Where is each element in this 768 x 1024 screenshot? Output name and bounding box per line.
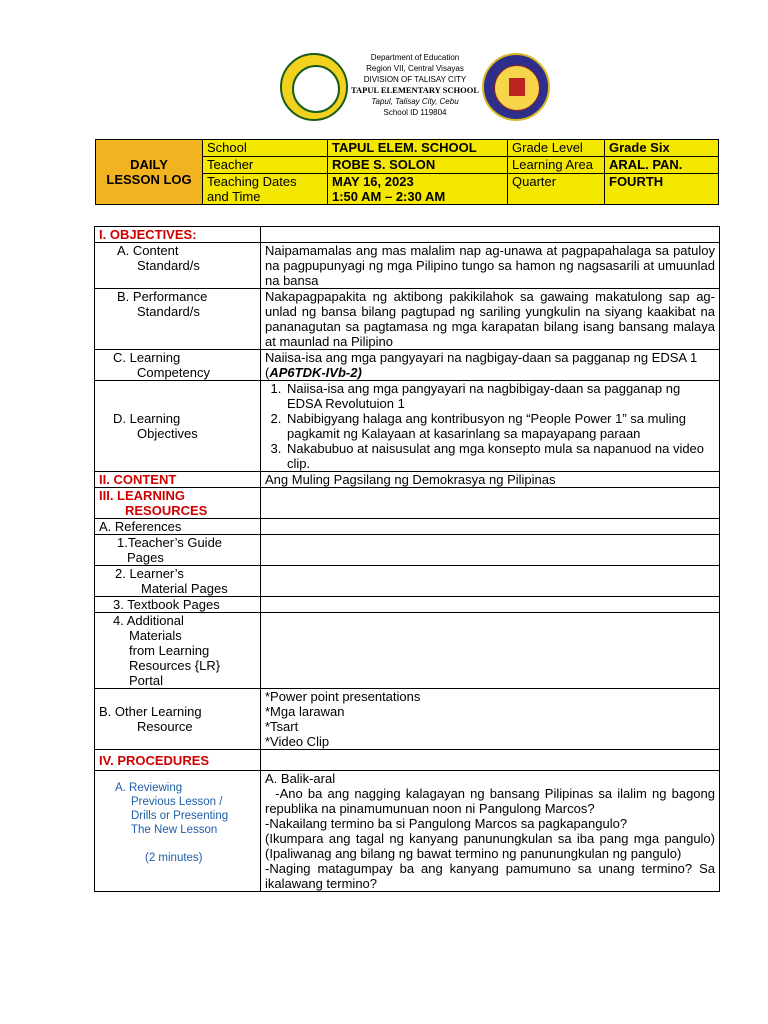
competency-text: Naiisa-isa ang mga pangyayari na nagbigay-daan sa pagganap ng EDSA 1 ( bbox=[265, 350, 698, 380]
competency-label-1: C. Learning bbox=[113, 350, 181, 365]
date-value: MAY 16, 2023 bbox=[332, 174, 414, 189]
header-text bbox=[344, 52, 486, 118]
resource-item: *Mga larawan bbox=[265, 704, 345, 719]
learning-competency-text bbox=[261, 350, 720, 381]
review-question-3: (Ikumpara ang tagal ng kanyang panunungkulan sa iba pang mga pangulo) (Ipaliwanag ang bilang ng bawat termino ng panunungkulan ng pangulo) bbox=[265, 831, 715, 861]
learning-area-label: Learning Area bbox=[508, 157, 605, 174]
deped-seal-logo bbox=[482, 53, 550, 121]
content-standard-label-1: A. Content bbox=[117, 243, 179, 258]
content-standard-text: Naipamamalas ang mas malalim nap ag-unawa at pagpapahalaga sa patuloy na pagpupunyagi ng mga Pilipino tungo sa hamon ng nagsasarili at umuunlad na bansa bbox=[261, 243, 720, 289]
am-label-1: 4. Additional bbox=[113, 613, 184, 628]
balik-aral-heading: A. Balik-aral bbox=[265, 771, 336, 786]
references-label: A. References bbox=[95, 519, 261, 535]
objective-item: 2. Nabibigyang halaga ang kontribusyon ng “People Power 1” sa muling pagkamit ng Kalayaan at kasarinlang sa mapayapang paraan bbox=[285, 411, 715, 441]
learning-objectives-list bbox=[265, 381, 715, 471]
teacher-value: ROBE S. SOLON bbox=[328, 157, 508, 174]
review-question-2: -Nakailang termino ba si Pangulong Marcos sa pagkapangulo? bbox=[265, 816, 628, 831]
review-label-3: Drills or Presenting bbox=[131, 810, 229, 822]
competency-code: AP6TDK-IVb-2) bbox=[269, 365, 362, 380]
textbook-pages-blank bbox=[261, 597, 720, 613]
am-label-3: from Learning bbox=[129, 643, 210, 658]
content-standard-label bbox=[95, 243, 261, 289]
objective-item: 1. Naiisa-isa ang mga pangyayari na nagbibigay-daan sa pagganap ng EDSA Revolutuion 1 bbox=[285, 381, 715, 411]
quarter-label: Quarter bbox=[508, 174, 605, 205]
learners-material-blank bbox=[261, 566, 720, 597]
learning-resources-heading bbox=[95, 488, 261, 519]
header-line-3: DIVISION OF TALISAY CITY bbox=[363, 75, 467, 84]
objectives-blank bbox=[261, 227, 720, 243]
learning-area-value: ARAL. PAN. bbox=[605, 157, 719, 174]
school-label: School bbox=[203, 140, 328, 157]
resource-item: *Power point presentations bbox=[265, 689, 421, 704]
grade-level-label: Grade Level bbox=[508, 140, 605, 157]
teaching-dates-value bbox=[328, 174, 508, 205]
quarter-value: FOURTH bbox=[605, 174, 719, 205]
other-label-2: Resource bbox=[137, 719, 193, 734]
review-duration: (2 minutes) bbox=[145, 852, 203, 864]
time-value: 1:50 AM – 2:30 AM bbox=[332, 189, 446, 204]
content-standard-label-2: Standard/s bbox=[137, 258, 200, 273]
competency-label-2: Competency bbox=[137, 365, 210, 380]
title-line-1: DAILY bbox=[130, 157, 168, 172]
grade-level-value: Grade Six bbox=[605, 140, 719, 157]
textbook-pages-label: 3. Textbook Pages bbox=[95, 597, 261, 613]
objective-item: 3. Nakabubuo at naisusulat ang mga konsepto mula sa napanuod na video clip. bbox=[285, 441, 715, 471]
review-question-1: -Ano ba ang nagging kalagayan ng bansang Pilipinas sa ilalim ng bagong republika na pinamumunuan noon ni Pangulong Marcos? bbox=[265, 786, 719, 816]
tg-label-2: Pages bbox=[127, 550, 164, 565]
header-line-6: School ID 119804 bbox=[383, 108, 447, 117]
procedures-heading: IV. PROCEDURES bbox=[95, 750, 261, 771]
performance-label-2: Standard/s bbox=[137, 304, 200, 319]
lm-label-1: 2. Learner’s bbox=[115, 566, 184, 581]
learning-competency-label bbox=[95, 350, 261, 381]
learners-material-label bbox=[95, 566, 261, 597]
lo-label-1: D. Learning bbox=[113, 411, 181, 426]
review-label-2: Previous Lesson / bbox=[131, 796, 223, 808]
other-label-1: B. Other Learning bbox=[99, 704, 202, 719]
am-label-2: Materials bbox=[129, 628, 182, 643]
performance-standard-text: Nakapagpapakita ng aktibong pakikilahok sa gawaing makatulong sap ag-unlad ng bansa bilang pagtupad ng sariling yungkulin na siyang kaakibat na pananagutan sa pagtamasa ng mga karapatan bilang isang bansang malaya at maunlad na Pilipino bbox=[261, 289, 720, 350]
dates-label-2: and Time bbox=[207, 189, 261, 204]
am-label-4: Resources {LR} bbox=[129, 658, 221, 673]
additional-materials-label bbox=[95, 613, 261, 689]
content-text: Ang Muling Pagsilang ng Demokrasya ng Pilipinas bbox=[261, 472, 720, 488]
performance-standard-label bbox=[95, 289, 261, 350]
procedures-blank bbox=[261, 750, 720, 771]
title-line-2: LESSON LOG bbox=[106, 172, 192, 187]
teaching-dates-label bbox=[203, 174, 328, 205]
additional-materials-blank bbox=[261, 613, 720, 689]
school-header bbox=[280, 50, 550, 125]
lm-label-2: Material Pages bbox=[141, 581, 228, 596]
resource-item: *Tsart bbox=[265, 719, 299, 734]
review-question-4: -Naging matagumpay ba ang kanyang pamumuno sa unang termino? Sa ikalawang termino? bbox=[265, 861, 715, 891]
am-label-5: Portal bbox=[129, 673, 163, 688]
dates-label-1: Teaching Dates bbox=[207, 174, 297, 189]
teachers-guide-label bbox=[95, 535, 261, 566]
header-line-5: Tapul, Talisay City, Cebu bbox=[371, 97, 459, 106]
learning-objectives-label bbox=[95, 381, 261, 472]
resources-heading-2: RESOURCES bbox=[125, 503, 208, 518]
teachers-guide-blank bbox=[261, 535, 720, 566]
header-line-2: Region VII, Central Visayas bbox=[366, 64, 464, 73]
resources-blank bbox=[261, 488, 720, 519]
lesson-plan-table bbox=[94, 226, 720, 892]
resource-item: *Video Clip bbox=[265, 734, 330, 749]
learning-objectives-list-cell bbox=[261, 381, 720, 472]
content-heading: II. CONTENT bbox=[95, 472, 261, 488]
lo-label-2: Objectives bbox=[137, 426, 198, 441]
header-line-1: Department of Education bbox=[370, 53, 460, 62]
performance-label-1: B. Performance bbox=[117, 289, 208, 304]
review-content bbox=[261, 771, 720, 892]
school-seal-logo bbox=[280, 53, 348, 121]
resources-heading-1: III. LEARNING bbox=[99, 488, 185, 503]
tg-label-1: 1.Teacher’s Guide bbox=[117, 535, 223, 550]
objectives-heading: I. OBJECTIVES: bbox=[95, 227, 261, 243]
review-label-1: A. Reviewing bbox=[115, 782, 183, 794]
teacher-label: Teacher bbox=[203, 157, 328, 174]
references-blank bbox=[261, 519, 720, 535]
reviewing-lesson-label bbox=[95, 771, 261, 892]
lesson-info-table bbox=[95, 139, 719, 205]
other-resources-label bbox=[95, 689, 261, 750]
daily-lesson-log-title bbox=[96, 140, 203, 205]
other-resources-list bbox=[261, 689, 720, 750]
review-label-4: The New Lesson bbox=[131, 824, 218, 836]
header-line-4: TAPUL ELEMENTARY SCHOOL bbox=[350, 85, 479, 95]
school-value: TAPUL ELEM. SCHOOL bbox=[328, 140, 508, 157]
